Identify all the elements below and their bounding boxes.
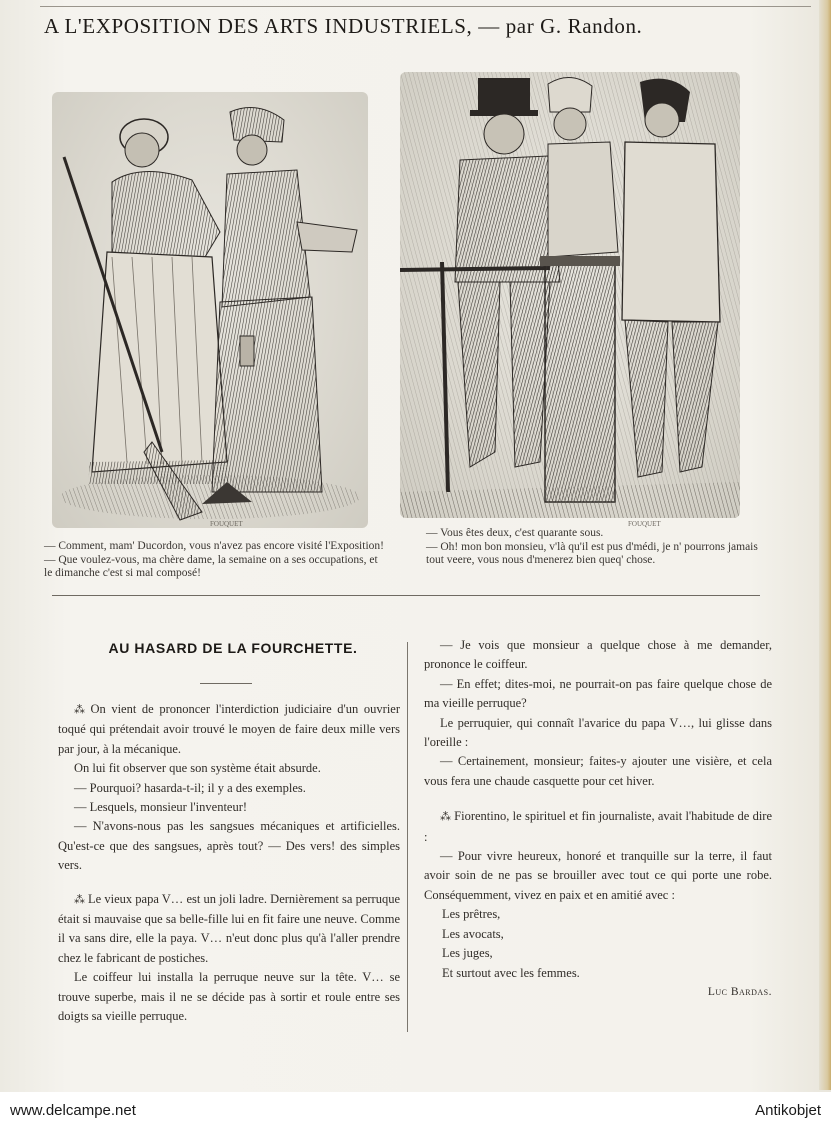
paragraph: — N'avons-nous pas les sangsues mécaniques et artificielles. Qu'est-ce que des sangsues, après tout? — Des vers! des simples vers. [58, 819, 400, 873]
paragraph-text: Le vieux papa V… est un joli ladre. Dernièrement sa perruque était si mauvaise que sa belle-fille lui en fit faire une neuve. Comme il va sans dire, elle la paya. V… n'eut donc plus qu'à l'aller prendre chez le fabricant de postiches. [58, 891, 401, 965]
asterism-icon: ⁂ [74, 893, 85, 906]
engraver-signature-right: FOUQUET [628, 520, 661, 528]
paragraph: — Lesquels, monsieur l'inventeur! [74, 800, 248, 815]
watermark-left: www.delcampe.net [10, 1102, 136, 1119]
article-heading: AU HASARD DE LA FOURCHETTE. [108, 640, 358, 656]
illustration-two-women [52, 92, 368, 528]
watermark-bar [0, 1092, 831, 1132]
verse-line: Les avocats, [442, 926, 504, 941]
paragraph: Le perruquier, qui connaît l'avarice du papa V…, lui glisse dans l'oreille : [424, 715, 772, 750]
engraving-men [400, 72, 740, 518]
author-signature: Luc Bardas. [707, 985, 772, 998]
column-rule [407, 642, 408, 1032]
caption-left-line-1: — Comment, mam' Ducordon, vous n'avez pas encore visité l'Exposition! [44, 540, 384, 552]
paragraph [58, 890, 400, 969]
caption-right [426, 527, 766, 568]
paragraph [424, 807, 772, 847]
caption-right-line-1: — Vous êtes deux, c'est quarante sous. [426, 527, 604, 539]
section-divider [52, 595, 760, 596]
paragraph: — Pour vivre heureux, honoré et tranquille sur la terre, il faut avoir soin de ne pas se brouiller avec tout ce qui porte une robe. Conséquemment, vivez en paix et en amitié avec : [424, 849, 772, 902]
engraving-women [52, 92, 368, 528]
caption-left-line-2: — Que voulez-vous, ma chère dame, la semaine on a ses occupations, et le dimanche c'est si mal composé! [44, 553, 378, 579]
verse-line: Et surtout avec les femmes. [442, 965, 580, 980]
watermark-right: Antikobjet [755, 1102, 821, 1119]
paragraph: Le coiffeur lui installa la perruque neuve sur la tête. V… se trouve superbe, mais il ne se décide pas à sortir et roule entre ses doigts sa vieille perruque. [58, 970, 400, 1024]
caption-right-line-2: — Oh! mon bon monsieu, v'là qu'il est pus d'médi, je n' pourrons jamais tout veere, vous nous d'menerez bien queq' chose. [426, 540, 758, 566]
engraver-signature-left: FOUQUET [210, 520, 243, 528]
asterism-icon: ⁂ [74, 704, 87, 716]
page-title: A L'EXPOSITION DES ARTS INDUSTRIELS, — par G. Randon. [44, 14, 643, 38]
paragraph: — Pourquoi? hasarda-t-il; il y a des exemples. [74, 780, 306, 795]
illustration-turnstile [400, 72, 740, 518]
heading-rule [200, 683, 252, 684]
paragraph: — Certainement, monsieur; faites-y ajouter une visière, et cela vous fera une chaude casquette pour cet hiver. [424, 754, 772, 788]
paragraph: — Je vois que monsieur a quelque chose à me demander, prononce le coiffeur. [424, 638, 772, 672]
verse-line: Les juges, [442, 946, 493, 961]
paragraph-text: On vient de prononcer l'interdiction judiciaire d'un ouvrier toqué qui prétendait avoir trouvé le moyen de faire deux mille vers par jour, à la mécanique. [58, 702, 400, 756]
caption-left [44, 540, 384, 581]
page-edge [819, 0, 831, 1090]
top-rule [40, 6, 811, 7]
asterism-icon: ⁂ [440, 811, 451, 824]
paragraph-text: Fiorentino, le spirituel et fin journaliste, avait l'habitude de dire : [424, 809, 773, 844]
verse-line: Les prêtres, [442, 907, 501, 922]
article-column-1 [58, 700, 400, 1027]
paragraph [58, 700, 400, 759]
paragraph: — En effet; dites-moi, ne pourrait-on pas faire quelque chose de ma vieille perruque? [424, 676, 772, 711]
paragraph: On lui fit observer que son système était absurde. [74, 761, 321, 776]
article-column-2 [424, 636, 772, 1002]
